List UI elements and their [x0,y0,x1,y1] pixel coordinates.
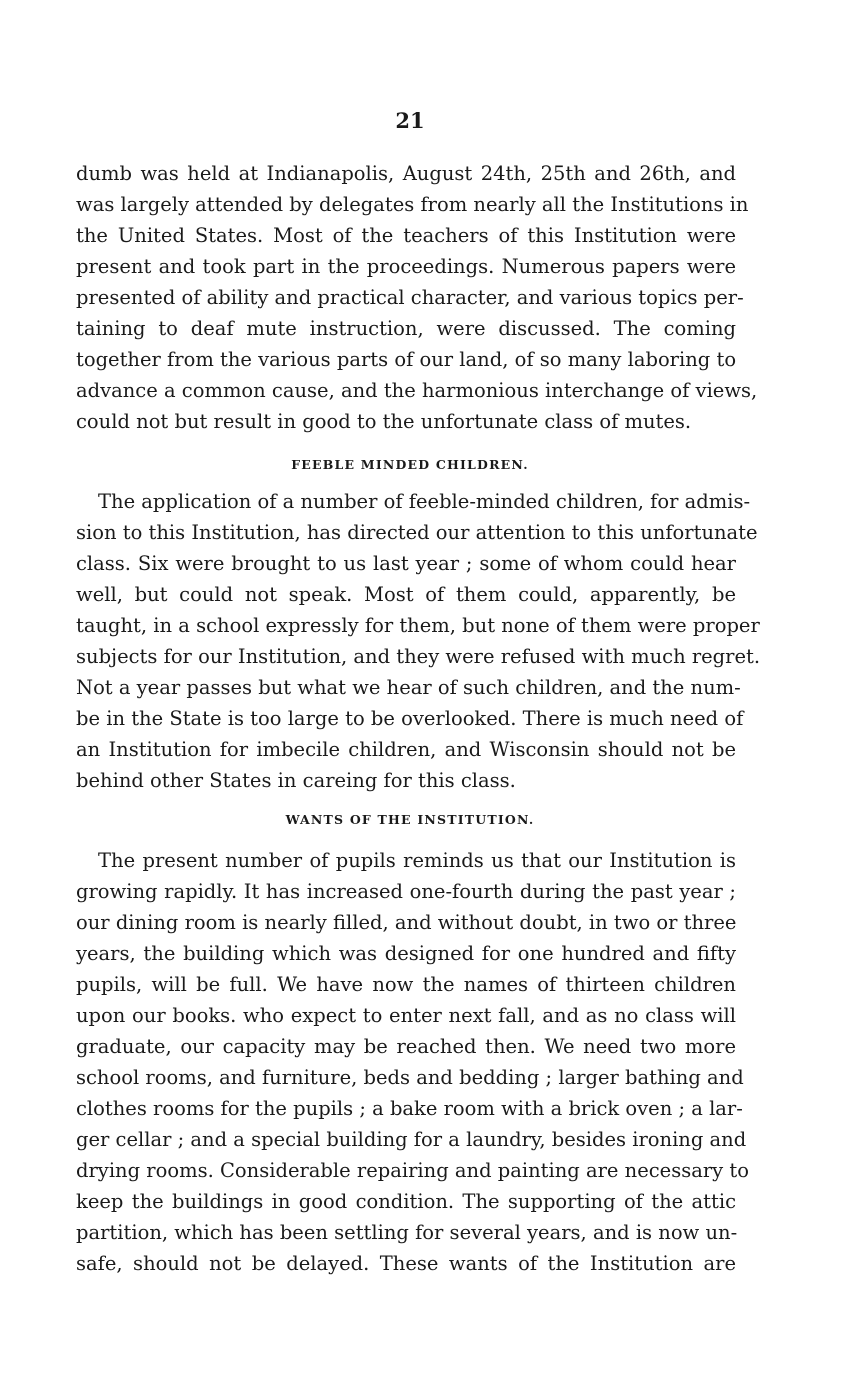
section-heading-wants: WANTS OF THE INSTITUTION. [285,812,535,827]
text-line: taught, in a school expressly for them, but none of them were proper [76,614,760,637]
text-line: our dining room is nearly filled, and without doubt, in two or three [76,911,737,934]
text-line: dumb was held at Indianapolis, August 24th, 25th and 26th, and [76,162,736,185]
text-line: the United States. Most of the teachers of this Institution were [76,224,736,247]
paragraph-feeble-minded [76,486,761,796]
page-number: 21 [395,108,425,133]
text-line: be in the State is too large to be overlooked. There is much need of [76,707,744,730]
text-line: taining to deaf mute instruction, were discussed. The coming [76,317,736,340]
text-line: drying rooms. Considerable repairing and painting are necessary to [76,1159,749,1182]
text-line: pupils, will be full. We have now the names of thirteen children [76,973,736,996]
text-line: ger cellar ; and a special building for a laundry, besides ironing and [76,1128,747,1151]
text-line: well, but could not speak. Most of them could, apparently, be [76,583,736,606]
text-line: subjects for our Institution, and they were refused with much regret. [76,645,761,668]
text-line: present and took part in the proceedings. Numerous papers were [76,255,736,278]
paragraph-wants [76,845,749,1279]
text-line: graduate, our capacity may be reached then. We need two more [76,1035,736,1058]
text-line: together from the various parts of our land, of so many laboring to [76,348,737,371]
text-line: keep the buildings in good condition. The supporting of the attic [76,1190,736,1213]
text-line: behind other States in careing for this class. [76,769,516,792]
text-line: sion to this Institution, has directed our attention to this unfortunate [76,521,758,544]
text-line: presented of ability and practical character, and various topics per- [76,286,744,309]
text-line: advance a common cause, and the harmonious interchange of views, [76,379,758,402]
text-line: partition, which has been settling for several years, and is now un- [76,1221,738,1244]
text-line: clothes rooms for the pupils ; a bake room with a brick oven ; a lar- [76,1097,743,1120]
text-line: class. Six were brought to us last year ; some of whom could hear [76,552,736,575]
text-line: upon our books. who expect to enter next fall, and as no class will [76,1004,736,1027]
text-line: Not a year passes but what we hear of such children, and the num- [76,676,741,699]
text-line: growing rapidly. It has increased one-fourth during the past year ; [76,880,736,903]
section-heading-feeble-minded: FEEBLE MINDED CHILDREN. [291,457,529,472]
text-line: was largely attended by delegates from nearly all the Institutions in [76,193,749,216]
text-line: The present number of pupils reminds us that our Institution is [98,849,736,872]
text-line: safe, should not be delayed. These wants of the Institution are [76,1252,736,1275]
text-line: could not but result in good to the unfortunate class of mutes. [76,410,692,433]
text-line: years, the building which was designed for one hundred and fifty [76,942,736,965]
paragraph-convention [76,158,758,437]
text-line: school rooms, and furniture, beds and bedding ; larger bathing and [76,1066,744,1089]
text-line: an Institution for imbecile children, and Wisconsin should not be [76,738,736,761]
text-line: The application of a number of feeble-minded children, for admis- [98,490,751,513]
